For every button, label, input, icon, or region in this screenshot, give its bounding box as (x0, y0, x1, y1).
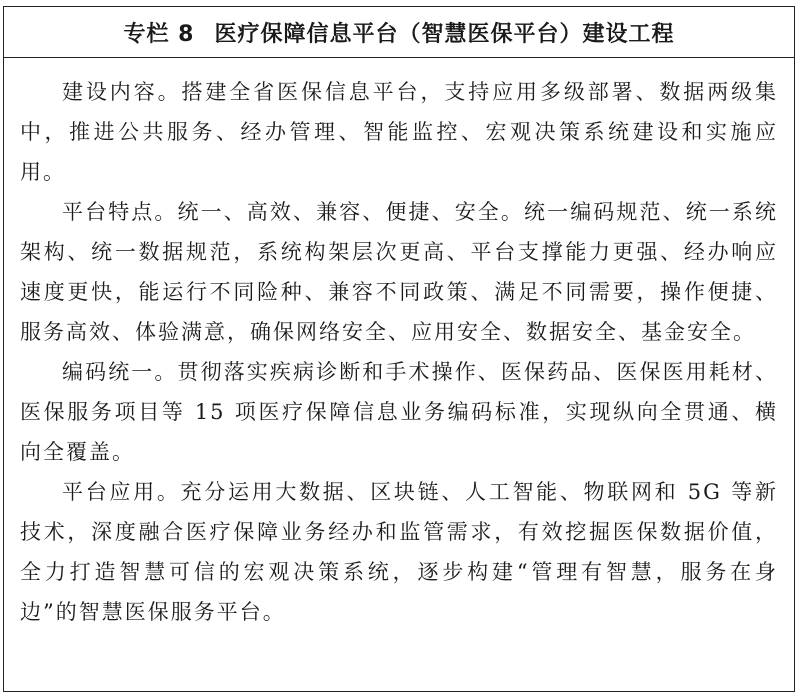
paragraph-construction-content: 建设内容。搭建全省医保信息平台，支持应用多级部署、数据两级集中，推进公共服务、经办管理、智能监控、宏观决策系统建设和实施应用。 (20, 80, 778, 184)
paragraph-platform-features: 平台特点。统一、高效、兼容、便捷、安全。统一编码规范、统一系统架构、统一数据规范，系统构架层次更高、平台支撑能力更强、经办响应速度更快，能运行不同险种、兼容不同政策、满足不同需要，操作便捷、服务高效、体验满意，确保网络安全、应用安全、数据安全、基金安全。 (20, 200, 778, 344)
box-header (4, 7, 794, 58)
column-label: 专栏 8 (123, 21, 195, 47)
paragraph-coding-unification: 编码统一。贯彻落实疾病诊断和手术操作、医保药品、医保医用耗材、医保服务项目等 15 项医疗保障信息业务编码标准，实现纵向全贯通、横向全覆盖。 (20, 360, 778, 464)
feature-box (3, 6, 795, 692)
box-body (4, 58, 794, 632)
paragraph-platform-application: 平台应用。充分运用大数据、区块链、人工智能、物联网和 5G 等新技术，深度融合医疗保障业务经办和监管需求，有效挖掘医保数据价值，全力打造智慧可信的宏观决策系统，逐步构建“管理有智慧，服务在身边”的智慧医保服务平台。 (20, 480, 778, 624)
box-title: 医疗保障信息平台（智慧医保平台）建设工程 (214, 21, 675, 47)
